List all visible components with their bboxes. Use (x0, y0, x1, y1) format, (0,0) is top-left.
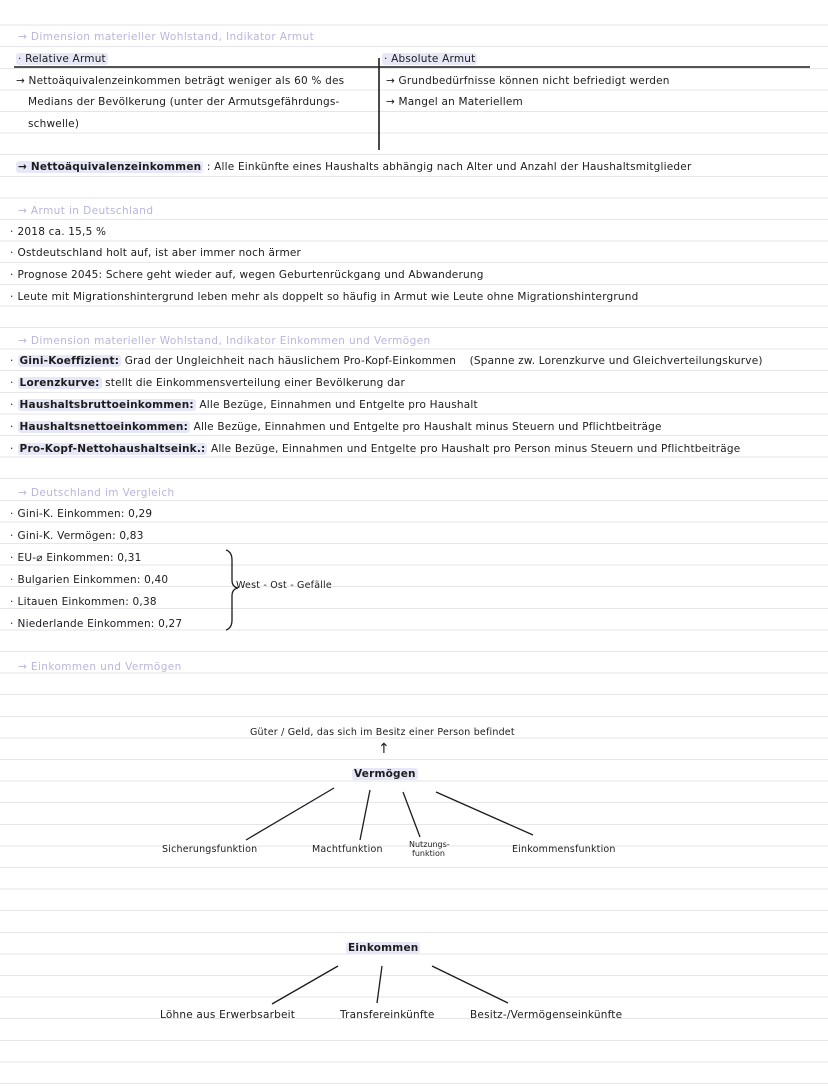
list-item: · Leute mit Migrationshintergrund leben mehr als doppelt so häufig in Armut wie Leute ohne Migrationshintergrund (10, 291, 639, 303)
vermoegen-definition: Güter / Geld, das sich im Besitz einer Person befindet (250, 727, 515, 738)
vermoegen-function: Machtfunktion (312, 844, 383, 855)
einkommen-node: Einkommen (348, 942, 419, 954)
einkommen-source: Löhne aus Erwerbsarbeit (160, 1009, 296, 1021)
vermoegen-node: Vermögen (354, 768, 416, 780)
section-heading-einkommen-und-vermoegen: → Einkommen und Vermögen (18, 661, 182, 673)
vermoegen-function: Einkommensfunktion (512, 844, 616, 855)
absolute-armut-line: → Grundbedürfnisse können nicht befriedigt werden (386, 75, 670, 87)
brace-label: West - Ost - Gefälle (236, 580, 332, 591)
vergleich-brace (226, 550, 238, 630)
vermoegen-function: Sicherungsfunktion (162, 844, 258, 855)
list-item: · Litauen Einkommen: 0,38 (10, 596, 157, 608)
list-item: · Ostdeutschland holt auf, ist aber immer noch ärmer (10, 247, 301, 259)
list-item: · Gini-K. Einkommen: 0,29 (10, 508, 152, 520)
term-pro-kopf-nettohaushaltseinkommen: · Pro-Kopf-Nettohaushaltseink.: Alle Bezüge, Einnahmen und Entgelte pro Haushalt pro Person minus Steuern und Pflichtbeiträge (10, 443, 740, 455)
vermoegen-branch (360, 790, 370, 840)
einkommen-branch (432, 966, 508, 1003)
absolute-armut-line: → Mangel an Materiellem (386, 96, 523, 108)
einkommen-source: Transfereinkünfte (340, 1009, 435, 1021)
definition-nettoaequivalenzeinkommen: → Nettoäquivalenzeinkommen : Alle Einkünfte eines Haushalts abhängig nach Alter und Anzahl der Haushaltsmitglieder (18, 161, 692, 173)
arrow-up-icon: ↑ (378, 741, 390, 757)
absolute-armut-header: · Absolute Armut (384, 53, 476, 65)
vermoegen-branch (246, 788, 334, 840)
section-heading-armut-deutschland: → Armut in Deutschland (18, 205, 154, 217)
vermoegen-function: Nutzungs- (409, 840, 450, 849)
list-item: · Prognose 2045: Schere geht wieder auf, wegen Geburtenrückgang und Abwanderung (10, 269, 484, 281)
einkommen-branch (272, 966, 338, 1004)
relative-armut-line: schwelle) (28, 118, 80, 130)
einkommen-source: Besitz-/Vermögenseinkünfte (470, 1009, 623, 1021)
vermoegen-branch (436, 792, 533, 835)
list-item: · Gini-K. Vermögen: 0,83 (10, 530, 144, 542)
list-item: · Niederlande Einkommen: 0,27 (10, 618, 182, 630)
section-heading-vergleich: → Deutschland im Vergleich (18, 487, 175, 499)
term-gini-koeffizient: · Gini-Koeffizient: Grad der Ungleichheit nach häuslichem Pro-Kopf-Einkommen (Spanne zw. Lorenzkurve und Gleichverteilungskurve) (10, 355, 763, 367)
section-heading-armut: → Dimension materieller Wohlstand, Indikator Armut (18, 31, 315, 43)
relative-armut-line: → Nettoäquivalenzeinkommen beträgt weniger als 60 % des (16, 75, 345, 87)
vermoegen-branch (403, 792, 420, 837)
term-haushaltsbruttoeinkommen: · Haushaltsbruttoeinkommen: Alle Bezüge, Einnahmen und Entgelte pro Haushalt (10, 399, 478, 411)
term-lorenzkurve: · Lorenzkurve: stellt die Einkommensverteilung einer Bevölkerung dar (10, 377, 405, 389)
list-item: · EU-⌀ Einkommen: 0,31 (10, 552, 141, 564)
relative-armut-header: · Relative Armut (18, 53, 106, 65)
list-item: · Bulgarien Einkommen: 0,40 (10, 574, 168, 586)
relative-armut-line: Medians der Bevölkerung (unter der Armutsgefährdungs- (28, 96, 340, 108)
list-item: · 2018 ca. 15,5 % (10, 226, 106, 238)
vermoegen-function: funktion (412, 849, 445, 858)
einkommen-branch (377, 966, 382, 1003)
section-heading-einkommen-vermoegen: → Dimension materieller Wohlstand, Indikator Einkommen und Vermögen (18, 335, 431, 347)
term-haushaltsnettoeinkommen: · Haushaltsnettoeinkommen: Alle Bezüge, Einnahmen und Entgelte pro Haushalt minus Steuern und Pflichtbeiträge (10, 421, 662, 433)
